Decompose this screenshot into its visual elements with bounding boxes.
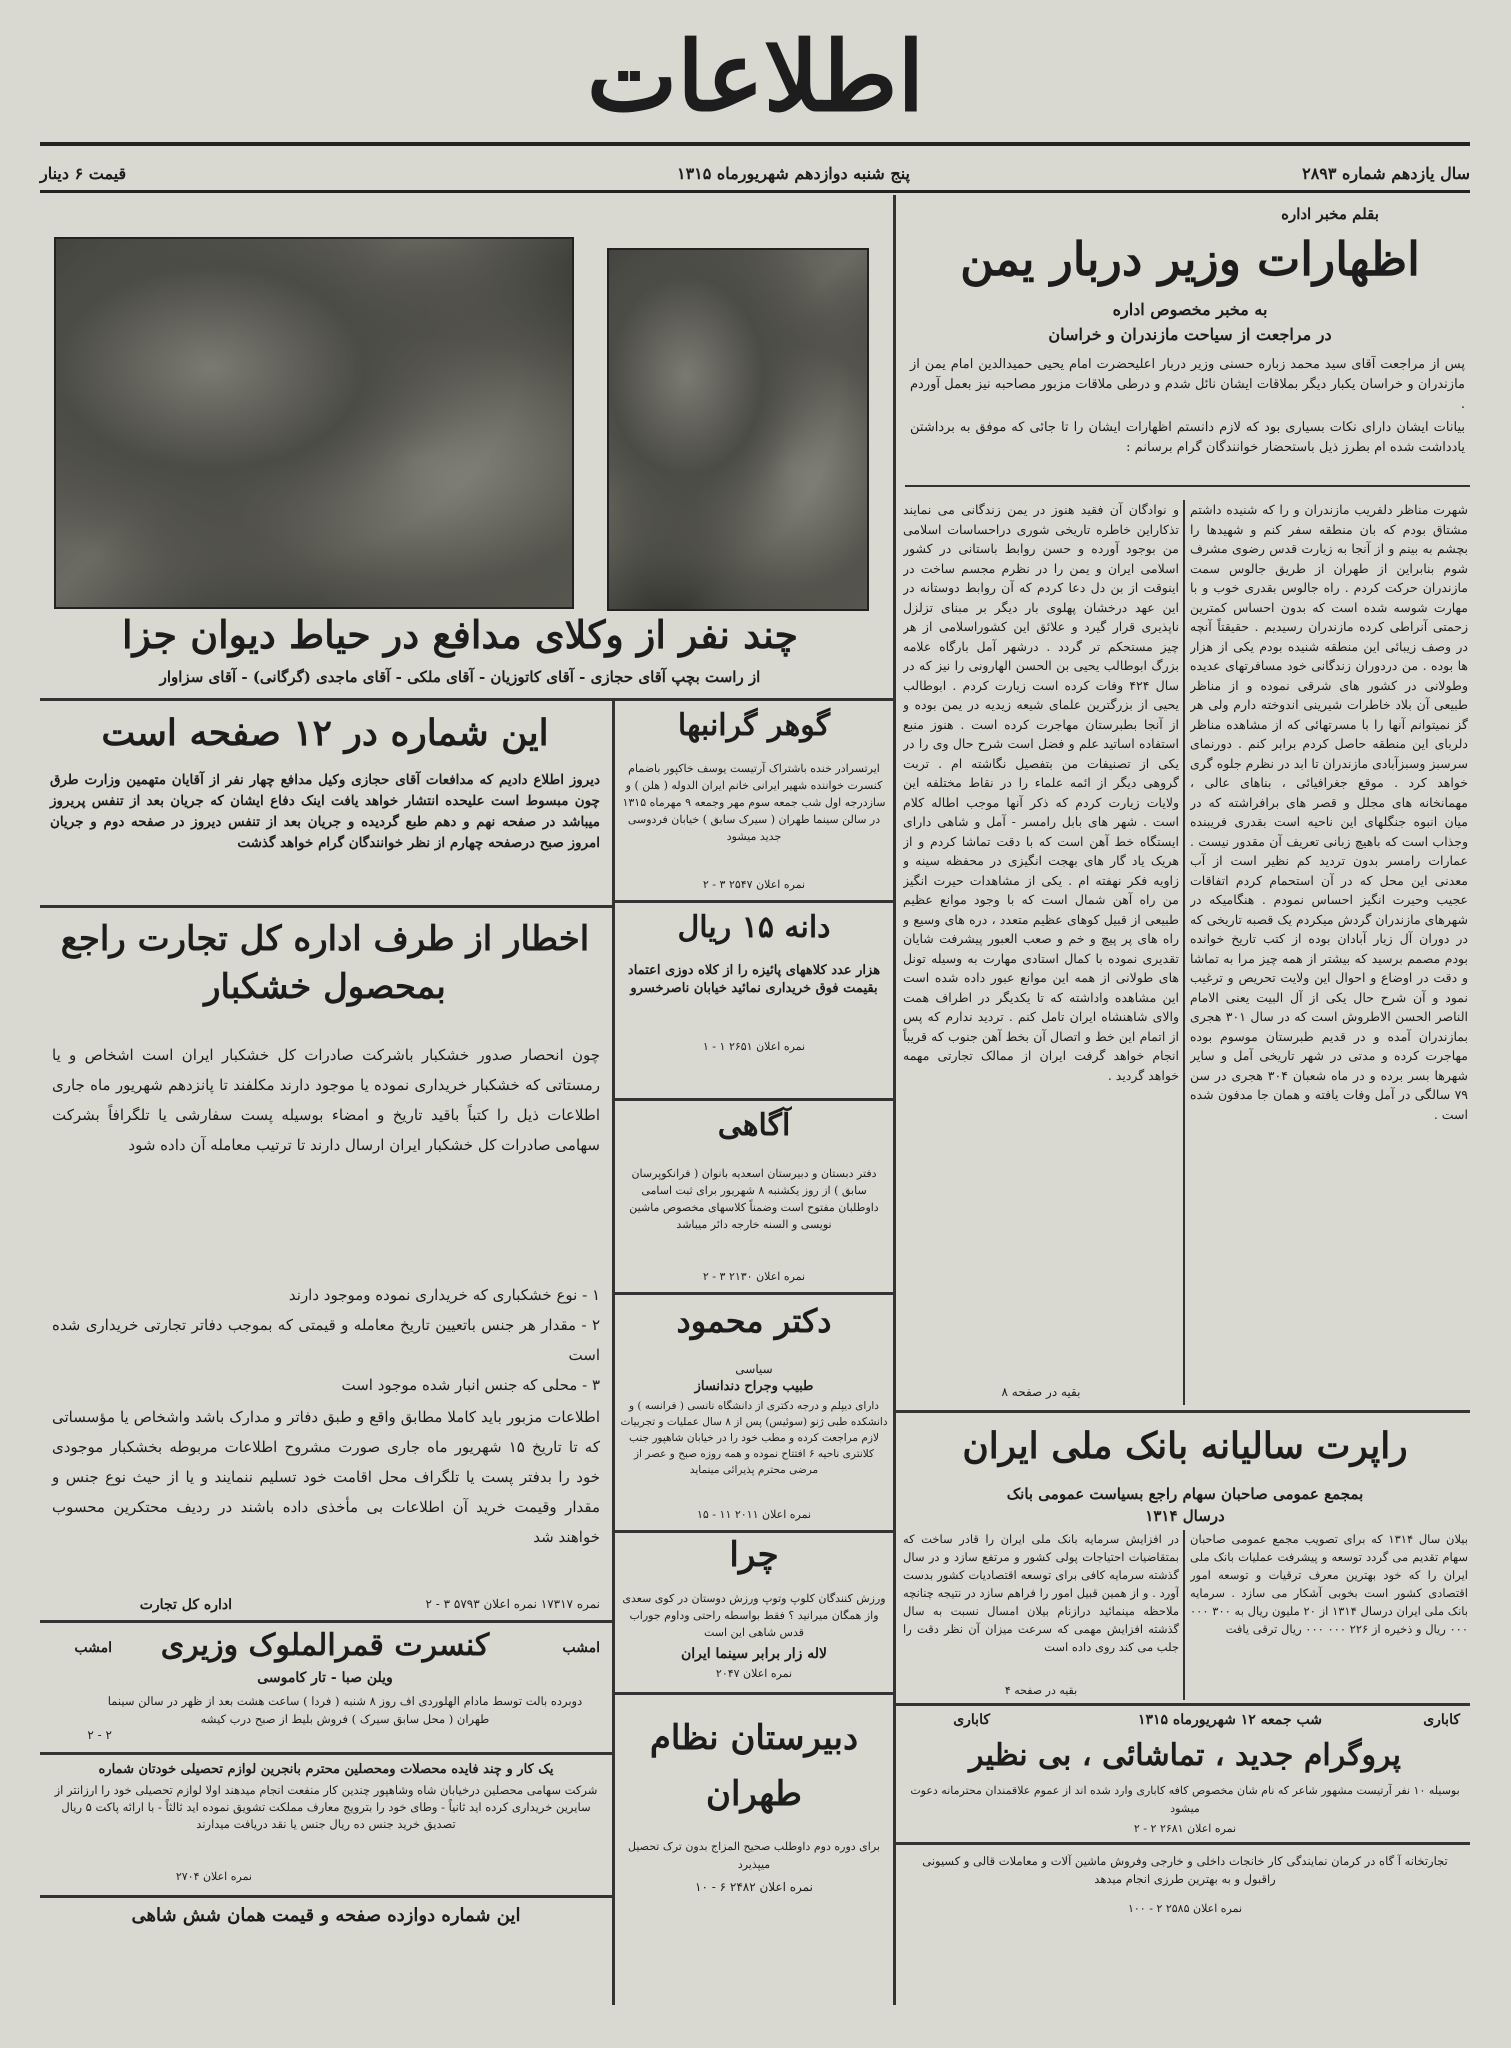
masthead-title: اطلاعات <box>586 20 925 133</box>
footer-note: این شماره دوازده صفحه و قیمت همان شش شاهی <box>131 1905 521 1926</box>
notice-ad-code: نمره اعلان ۲۱۳۰ ۳ - ۲ <box>702 1270 806 1283</box>
chera-ad-title: چرا <box>729 1535 779 1575</box>
chera-ad-divider <box>612 1692 893 1695</box>
editorial-subtitle-2: در مراجعت از سیاحت مازندران و خراسان <box>1048 325 1332 344</box>
editorial-continued: بقیه در صفحه ۸ <box>1001 1385 1081 1399</box>
photo-caption-title: چند نفر از وکلای مدافع در حیاط دیوان جزا <box>121 612 799 657</box>
editorial-intro-2: بیانات ایشان دارای نکات بسیاری بود که لازم دانستم اظهارات ایشان را تا جائی که موفق به برداشتن یادداشت شده ام بطرز ذیل باستحضار خوانندگان گرام برسانم : <box>910 420 1465 455</box>
twelve-pages-divider <box>40 905 612 908</box>
doctor-ad-code: نمره اعلان ۲۰۱۱ ۱۱ - ۱۵ <box>696 1508 812 1521</box>
masthead-rule-bottom <box>40 190 1470 193</box>
chera-ad-body: ورزش کنندگان کلوپ وتوپ ورزش دوستان در کوی سعدی واز همگان میرانید ؟ فقط بواسطه راحتی وداوم جوراب قدس شاهی این است <box>622 1592 886 1639</box>
jewel-ad-body: ایرتسرادر خنده باشتراک آرتیست یوسف خاکپور باضمام کنسرت خواننده شهیر ایرانی خانم ایران الدوله ( هلن ) و سازدرجه اول شب جمعه سوم مهر وجمعه ۹ مهرماه ۱۳۱۵ در سالن سینما طهران ( سیرک سابق ) خیابان فردوسی جدید میشود <box>622 762 886 843</box>
issue-number: سال یازدهم شماره ۲۸۹۳ <box>1302 164 1470 183</box>
school-ad-code: نمره اعلان ۲۴۸۲ ۶ - ۱۰ <box>695 1880 813 1894</box>
editorial-byline: بقلم مخبر اداره <box>1281 205 1379 223</box>
editorial-column-left: و نوادگان آن فقید هنوز در یمن زندگانی می نمایند تذکاراین خاطره تاریخی شوری دراحساسات اسلامی من بوجود آورده و حسن روابط باستانی در کشور اسلامی ایران و یمن را در نظرم مجسم ساخت در اینوقت از بن دل دعا کردم که آن روابط دوستانه در این عهد درخشان پهلوی بار دیگر بر مبنای تزلزل ناپذیری قرار گیرد و علائق این کشوراسلامی از هر چیز مستحکم تر گردد . درشهر آمل بارگاه علامه بزرگ ابوطالب یحیی بن الحسن الهارونی را نیز که در سال ۴۲۴ وفات کرده است زیارت کردم . ابوطالب یحیی از بزرگترین علمای شیعه زیدیه در یمن بوده و از آنجا بطبرستان مهاجرت کرده است . هنوز منبع استفاده اساتید علم و فضل است شرح حال وی را در یکی از تصنیفات من بتفصیل نگاشته ام . تربت گروهی دیگر از ائمه علماء را در نقاط مختلفه این ولایات زیارت کردم که ذکر آنها موجب اطاله کلام است . شهر های بابل رامسر - آمل و شاهی دارای ایستگاه خط آهن است که با دقت تماشا کردم و از هریک یاد گار های بهجت انگیزی در محفظه سینه و زاویه فکر نهفته ام . یکی از مشاهدات حیرت انگیز من راه آهن شمال است که با وجود موانع عظیم طبیعی از قبیل کوهای عظیم متعدد ، دره های وسیع و راه های پر پیچ و خم و صعب العبور پیشرفت شایان تقدیری نموده با کمال استادی مهارت به وسیله تونل های طولانی از همه این موانع عبور داده شده است این مشاهده واداشته که تا یکدیگر در اطراف همت والای شاهنشاه ایران تامل کنم . تردید ندارم که پس از اتمام این خط و اتصال آن بخط آهن جنوب که قریباً انجام خواهد گرفت ایران از ممالک تجارتی مهمه خواهد گردید . <box>903 502 1179 1083</box>
trade-notice-item-1: ۱ - نوع خشکباری که خریداری نموده وموجود دارند <box>288 1286 600 1304</box>
editorial-intro: پس از مراجعت آقای سید محمد زباره حسنی وزیر دربار اعلیحضرت امام یحیی حمیدالدین امام یمن از مازندران و خراسان یکبار دیگر بملاقات ایشان نائل شدم و درطی ملاقات مزبور مصاحبه نیز بعمل آوردم . <box>910 357 1465 412</box>
corporate-ad-divider <box>40 1895 612 1898</box>
photo-lawyers-courtyard <box>54 237 574 609</box>
bank-report-column-left: در افزایش سرمایه بانک ملی ایران را قادر ساخت که بمتقاضیات احتیاجات پولی کشور و مرتفع سازد و در سال گذشته سرمایه کافی برای توسعه اقتصادیات کشور بدست آورد . و از همین قبیل امور را فراهم سازد در نتیجه چنانچه ملاحظه مینمائید درازنام بیلان امسال نسبت به سال گذشته افزایش مهمی که سرعت میزان آن نظر دقت را جلب می کند روی داده است <box>903 1532 1179 1654</box>
chera-ad-code: نمره اعلان ۲۰۴۷ <box>715 1667 793 1680</box>
hat-ad-code: نمره اعلان ۲۶۵۱ ۱ - ۱ <box>702 1040 806 1053</box>
twelve-pages-title: این شماره در ۱۲ صفحه است <box>101 712 549 754</box>
jewel-ad-title: گوهر گرانبها <box>677 708 831 743</box>
twelve-pages-body: دیروز اطلاع دادیم که مدافعات آقای حجازی وکیل مدافع چهار نفر از آقایان متهمین وزارت طرق چون مبسوط است علیحده انتشار خواهد یافت اینک دفاع ایشان که جریان بعد از تنفس پریروز میباشد در صفحه نهم و دهم طبع گردیده و جریان بعد از تنفس دیروز در صفحه دوم و جریان امروز صبح درصفحه چهارم از نظر خوانندگان گرام خواهد گذشت <box>50 772 600 851</box>
masthead-rule-top <box>40 142 1470 146</box>
issue-date: پنج شنبه دوازدهم شهریورماه ۱۳۱۵ <box>676 164 910 183</box>
concert-code: ۲ - ۲ <box>87 1728 112 1742</box>
notice-ad-divider <box>612 1292 893 1295</box>
concert-instruments: ویلن صبا - تار کاموسی <box>257 1670 393 1686</box>
chera-ad-highlight: لاله زار برابر سینما ایران <box>680 1646 827 1662</box>
trade-house-ad-body: تجارتخانه آ گاه در کرمان نمایندگی کار خانجات داخلی و خارجی وفروش ماشین آلات و معاملات قالی و کسیونی راقبول و به بهترین طرزی انجام میدهد <box>922 1854 1448 1886</box>
cabaret-ad-code: نمره اعلان ۲۶۸۱ ۲ - ۲ <box>1133 1822 1237 1835</box>
bank-report-continued: بقیه در صفحه ۴ <box>1004 1684 1078 1697</box>
corporate-ad-body: شرکت سهامی محصلین درخیابان شاه وشاهپور چندین کار منفعت انجام میدهند اولا لوازم تحصیلی خود را ارزانتر از سایرین خریداری کرده اید ثانیاً - وطای خود را بترویج معارف مملکت تشویق نموده اید ثالثاً - با ارائه پاکت ۵ ریال تصدیق خرید جنس ده ریال جنس یا نقد دریافت میدارند <box>54 1783 598 1831</box>
trade-notice-signature: اداره کل تجارت <box>139 1597 232 1613</box>
bank-report-top-rule <box>893 1410 1470 1413</box>
column-divider-ads <box>612 700 615 2005</box>
bank-report-title: راپرت سالیانه بانک ملی ایران <box>962 1425 1408 1467</box>
dateline <box>40 160 1470 190</box>
cabaret-ad-divider <box>893 1842 1470 1845</box>
concert-title: کنسرت قمرالملوک وزیری <box>160 1628 490 1663</box>
concert-tonight-right: امشب <box>562 1640 600 1656</box>
school-ad-body: برای دوره دوم داوطلب صحیح المزاج بدون ترک تحصیل میپذیرد <box>628 1840 880 1871</box>
corporate-ad-title: یک کار و چند فایده محصلات ومحصلین محترم بانجرین لوازم تحصیلی خودتان شماره <box>98 1762 554 1777</box>
notice-ad-body: دفتر دبستان و دبیرستان اسعدیه بانوان ( فرانکوپرسان سابق ) از روز یکشنبه ۸ شهریور برای ثبت اسامی داوطلبان مفتوح است وضمناً کلاسهای مخصوص ماشین نویسی و السنه خارجه دائر میباشد <box>629 1167 879 1231</box>
issue-price: قیمت ۶ دینار <box>40 164 127 183</box>
trade-notice-divider <box>40 1620 612 1623</box>
cabaret-ad-header-left: کاباری <box>953 1712 990 1728</box>
hat-ad-title: دانه ۱۵ ریال <box>677 910 831 945</box>
editorial-column-divider <box>1183 500 1185 1405</box>
cabaret-ad-title: پروگرام جدید ، تماشائی ، بی نظیر <box>969 1738 1401 1773</box>
doctor-ad-body: دارای دیپلم و درجه دکتری از دانشگاه نانسی ( فرانسه ) و دانشکده طبی ژنو (سوئیس) پس از ۸ سال عملیات و تجربیات لازم مراجعت کرده و مطب خود را در خیابان شاهپور جنب کلانتری ناحیه ۶ افتتاح نموده و همه روزه صبح و عصر از مرضی محترم پذیرائی مینماید <box>620 1400 888 1476</box>
concert-divider <box>40 1752 612 1755</box>
trade-notice-closing: اطلاعات مزبور باید کاملا مطابق واقع و طبق دفاتر و مدارک باشد واشخاص یا مؤسساتی که تا تاریخ ۱۵ شهریور ماه جاری صورت مشروح اطلاعات مربوطه بخشکبار موجودی خود را بدفتر پست یا تلگراف محل اقامت خود تسلیم ننمایند و یا از حیث نوع جنس و مقدار وقیمت خرید آن اطلاعات بی مأخذی داده باشند در ردیف محتکرین محسوب خواهند شد <box>52 1408 600 1546</box>
photo-lawyer-portrait <box>607 248 869 611</box>
photo-section-divider <box>40 698 893 701</box>
jewel-ad-code: نمره اعلان ۲۵۴۷ ۳ - ۲ <box>702 878 806 891</box>
cabaret-ad-header-center: شب جمعه ۱۲ شهریورماه ۱۳۱۵ <box>1137 1712 1322 1728</box>
doctor-ad-subtitle: سیاسی <box>735 1362 773 1376</box>
hat-ad-divider <box>612 1098 893 1101</box>
concert-tonight-left: امشب <box>74 1640 112 1656</box>
column-divider-main <box>893 195 896 2005</box>
doctor-ad-divider <box>612 1530 893 1533</box>
bank-report-column-divider <box>1183 1530 1185 1700</box>
trade-house-ad-code: نمره اعلان ۲۵۸۵ ۲ - ۱۰۰ <box>1127 1902 1243 1915</box>
trade-notice-item-2: ۲ - مقدار هر جنس باتعیین تاریخ معامله و قیمتی که بموجب دفاتر تجارتی خریداری شده است <box>52 1316 600 1364</box>
trade-notice-code: نمره ۱۷۳۱۷ نمره اعلان ۵۷۹۳ ۳ - ۲ <box>425 1597 600 1611</box>
jewel-ad-divider <box>612 900 893 903</box>
notice-ad-title: آگاهی <box>717 1108 791 1143</box>
cabaret-ad-top-rule <box>893 1703 1470 1706</box>
doctor-ad-title: دکتر محمود <box>676 1302 832 1340</box>
cabaret-ad-header-right: کاباری <box>1423 1712 1460 1728</box>
trade-notice-title: اخطار از طرف اداره کل تجارت راجع بمحصول خشکبار <box>60 919 590 1007</box>
school-ad-title: دبیرستان نظام طهران <box>649 1718 859 1814</box>
bank-report-column-right: بیلان سال ۱۳۱۴ که برای تصویب مجمع عمومی صاحبان سهام تقدیم می گردد توسعه و پیشرفت عملیات بانک ملی ایران را که خود بهترین معرف ترقیات و توسعه امور اقتصادی کشور است بخوبی آشکار می سازد . سرمایه بانک ملی ایران درسال ۱۳۱۴ از ۲۰ ملیون ریال به ۳۰۰ ۰۰۰ ۰۰۰ ریال و ذخیره از ۲۲۶ ۰۰۰ ۰۰۰ ریال ترقی یافت <box>1190 1532 1468 1636</box>
trade-notice-item-3: ۳ - محلی که جنس انبار شده موجود است <box>341 1376 600 1394</box>
editorial-subtitle-1: به مخبر مخصوص اداره <box>1112 300 1268 319</box>
trade-notice-body: چون انحصار صدور خشکبار باشرکت صادرات کل خشکبار ایران است اشخاص و یا رمستاتی که خشکبار خریداری نموده یا موجود دارند مکلفند تا پانزدهم شهریور ماه جاری اطلاعات ذیل را کتباً باقید تاریخ و امضاء بوسیله پست سفارشی یا تلگرافاً بشرکت سهامی صادرات کل خشکبار ایران ارسال دارند تا ترتیب معامله آن داده شود <box>52 1046 600 1154</box>
corporate-ad-code: نمره اعلان ۲۷۰۴ <box>175 1870 252 1883</box>
editorial-title: اظهارات وزیر دربار یمن <box>960 232 1420 286</box>
photo-caption-names: از راست بچپ آقای حجازی - آقای کاتوزیان - آقای ملکی - آقای ماجدی (گرگانی) - آقای سزاوار <box>159 668 761 686</box>
editorial-divider <box>905 485 1470 487</box>
cabaret-ad-body: بوسیله ۱۰ نفر آرتیست مشهور شاعر که نام شان مخصوص کافه کاباری وارد شده اند از عموم علاقمندان محترمانه دعوت میشود <box>910 1784 1460 1815</box>
concert-body: دوبرده بالت توسط مادام الهلوردی اف روز ۸ شنبه ( فردا ) ساعت هشت بعد از ظهر در سالن سینما طهران ( محل سابق سیرک ) فروش بلیط از صبح درب کیشه <box>107 1694 583 1726</box>
bank-report-year: درسال ۱۳۱۴ <box>1145 1507 1225 1525</box>
hat-ad-body: هزار عدد کلاههای پائیزه را از کلاه دوزی اعتماد بقیمت فوق خریداری نمائید خیابان ناصرخسرو <box>627 963 881 996</box>
editorial-column-right: شهرت مناظر دلفریب مازندران و را که شنیده داشتم مشتاق بودم که بان منطقه سفر کنم و شهیدها را بچشم به بینم و از آنجا به زیارت قدس رضوی مشرف شوم بنابراین از طهران از طریق جالوس سمت مازندران حرکت کردم . راه جالوس بقدری خوب و با مهارت شوسه شده است که بدون احساس کمترین زحمتی آنراطی کرده مازندران رسیدیم . حقیقتاً آنچه در وصف زیبائی این منطقه شنیده بودم یکی از هزار ها بوده . من دردوران زندگانی خود مسافرتهای عدیده وطولانی در کشور های شرقی نموده و از مناظر طبیعی آن بلاد خاطرات شیرینی اندوخته دارم ولی هر گز نمیتوانم آنها را با مسرتهائی که از مشاهده مناظر دلربای این منطقه حاصل کردم برابر کنم . دورنمای سرسبز وسبزآبادی مازندران تا ابد در نظرم جلوه گری خواهد کرد . موقع جغرافیائی ، بناهای عالی ، مهمانخانه های مجلل و قصر های برافراشته که در میان انبوه جنگلهای این ناحیه است بقدری فریبنده وجذاب است که باهیچ زبانی تعریف آن مقدور نیست . عمارات رامسر بدون تردید کم نظیر است از آب معدنی این محل که در آن استحمام کردم اتفاقات عجیب وحیرت انگیز احساس نمودم . هنگامیکه در شهرهای مازندران گردش میکردم یک قصبه تاریخی که در دوران آل زیار آبادان بوده از کتب تاریخ خوانده بودم مصمم برسید که بیشتر از همه چیز مرا به تماشا و دقت در اوضاع و احوال این ولایت تحریص و ترغیب نمود و آن شرح حال یکی از آل البیت یعنی الامام الناصر الحسن الاطروش است که در سال ۳۰۱ هجری بمازندران آمده و در قدیم طبرستان موسوم بوده مهاجرت کرده و مدتی در شهر تاریخی آمل و سایر شهرها بسر برده و در ماه شعبان ۳۰۴ هجری در سن ۷۹ سالگی در آمل وفات یافته و همان جا مدفون شده است . <box>1190 502 1468 1122</box>
bank-report-subtitle: بمجمع عمومی صاحبان سهام راجع بسیاست عمومی بانک <box>1006 1485 1364 1503</box>
doctor-ad-role: طبیب وجراح دندانساز <box>694 1379 814 1394</box>
